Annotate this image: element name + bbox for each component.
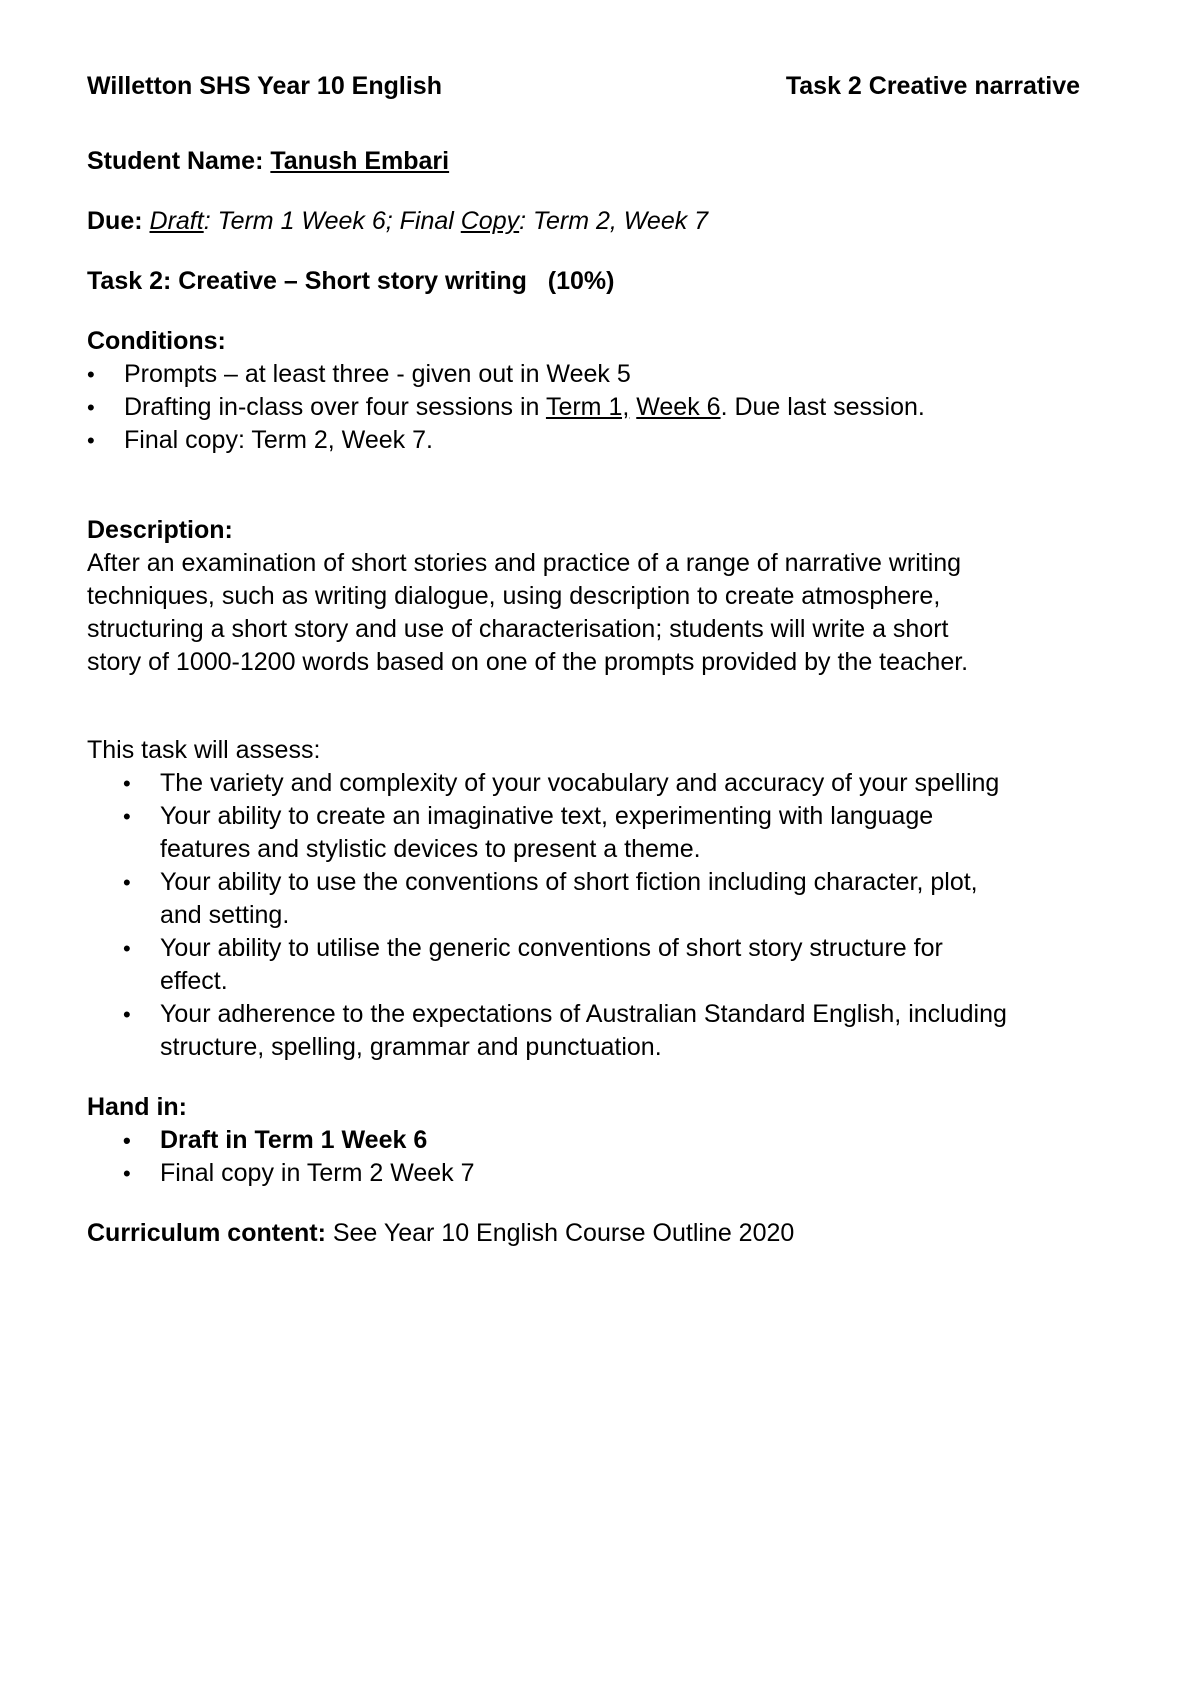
student-name-line	[87, 145, 1147, 178]
description-heading: Description:	[87, 516, 233, 544]
description-line: After an examination of short stories and practice of a range of narrative writing	[87, 549, 962, 577]
due-draft-label: Draft	[149, 207, 204, 235]
task-line	[87, 265, 1147, 298]
due-copy-label: Copy	[460, 207, 520, 235]
condition-text: Drafting in-class over four sessions in	[124, 393, 546, 421]
hand-in-list	[87, 1124, 1147, 1190]
hand-in-heading: Hand in:	[87, 1093, 187, 1121]
description-line: story of 1000-1200 words based on one of the prompts provided by the teacher.	[87, 648, 969, 676]
assess-line: • Your ability to use the conventions of short fiction including character, plot,	[160, 868, 978, 896]
condition-text: Final copy: Term 2, Week 7.	[124, 426, 433, 454]
document-page	[87, 70, 1147, 1250]
task-line-text: Task 2: Creative – Short story writing (10%)	[87, 267, 615, 295]
curriculum-label: Curriculum content:	[87, 1219, 326, 1247]
assess-list	[87, 767, 1147, 1064]
list-item	[87, 1124, 1147, 1157]
condition-text: Prompts – at least three - given out in Week 5	[124, 360, 631, 388]
assess-line: • Your ability to utilise the generic conventions of short story structure for	[160, 934, 943, 962]
condition-term: Term 1,	[545, 393, 630, 421]
assess-line: effect.	[160, 967, 228, 995]
description-line: techniques, such as writing dialogue, using description to create atmosphere,	[87, 582, 941, 610]
task-title: Task 2 Creative narrative	[785, 72, 1080, 100]
description-body	[87, 547, 1147, 679]
assess-line: • The variety and complexity of your vocabulary and accuracy of your spelling	[160, 769, 1000, 797]
hand-in-draft: Draft in Term 1 Week 6	[160, 1126, 428, 1154]
due-final-when: : Term 2, Week 7	[519, 207, 709, 235]
list-item	[87, 391, 1147, 424]
due-draft-when: : Term 1 Week 6; Final	[203, 207, 461, 235]
list-item	[87, 800, 1147, 866]
assess-line: and setting.	[160, 901, 290, 929]
due-label: Due:	[87, 207, 143, 235]
condition-week: Week 6	[636, 393, 721, 421]
conditions-list	[87, 358, 1147, 457]
list-item	[87, 1157, 1147, 1190]
student-name-value: Tanush Embari	[270, 147, 450, 175]
list-item	[87, 998, 1147, 1064]
conditions-heading: Conditions:	[87, 327, 226, 355]
list-item	[87, 932, 1147, 998]
curriculum-line	[87, 1217, 1147, 1250]
student-name-label: Student Name:	[87, 147, 264, 175]
curriculum-value: See Year 10 English Course Outline 2020	[325, 1219, 795, 1247]
list-item	[87, 767, 1147, 800]
assess-line: structure, spelling, grammar and punctuation.	[160, 1033, 662, 1061]
assess-line: • Your adherence to the expectations of Australian Standard English, including	[160, 1000, 1007, 1028]
hand-in-final: Final copy in Term 2 Week 7	[160, 1159, 475, 1187]
list-item	[87, 358, 1147, 391]
assess-line: features and stylistic devices to present a theme.	[160, 835, 701, 863]
assess-line: • Your ability to create an imaginative text, experimenting with language	[160, 802, 934, 830]
due-line	[87, 205, 1147, 238]
school-course-title: Willetton SHS Year 10 English	[87, 72, 442, 100]
list-item	[87, 866, 1147, 932]
list-item	[87, 424, 1147, 457]
description-line: structuring a short story and use of characterisation; students will write a short	[87, 615, 949, 643]
assess-intro: This task will assess:	[87, 736, 321, 764]
document-header	[87, 70, 1080, 103]
condition-text: . Due last session.	[720, 393, 925, 421]
